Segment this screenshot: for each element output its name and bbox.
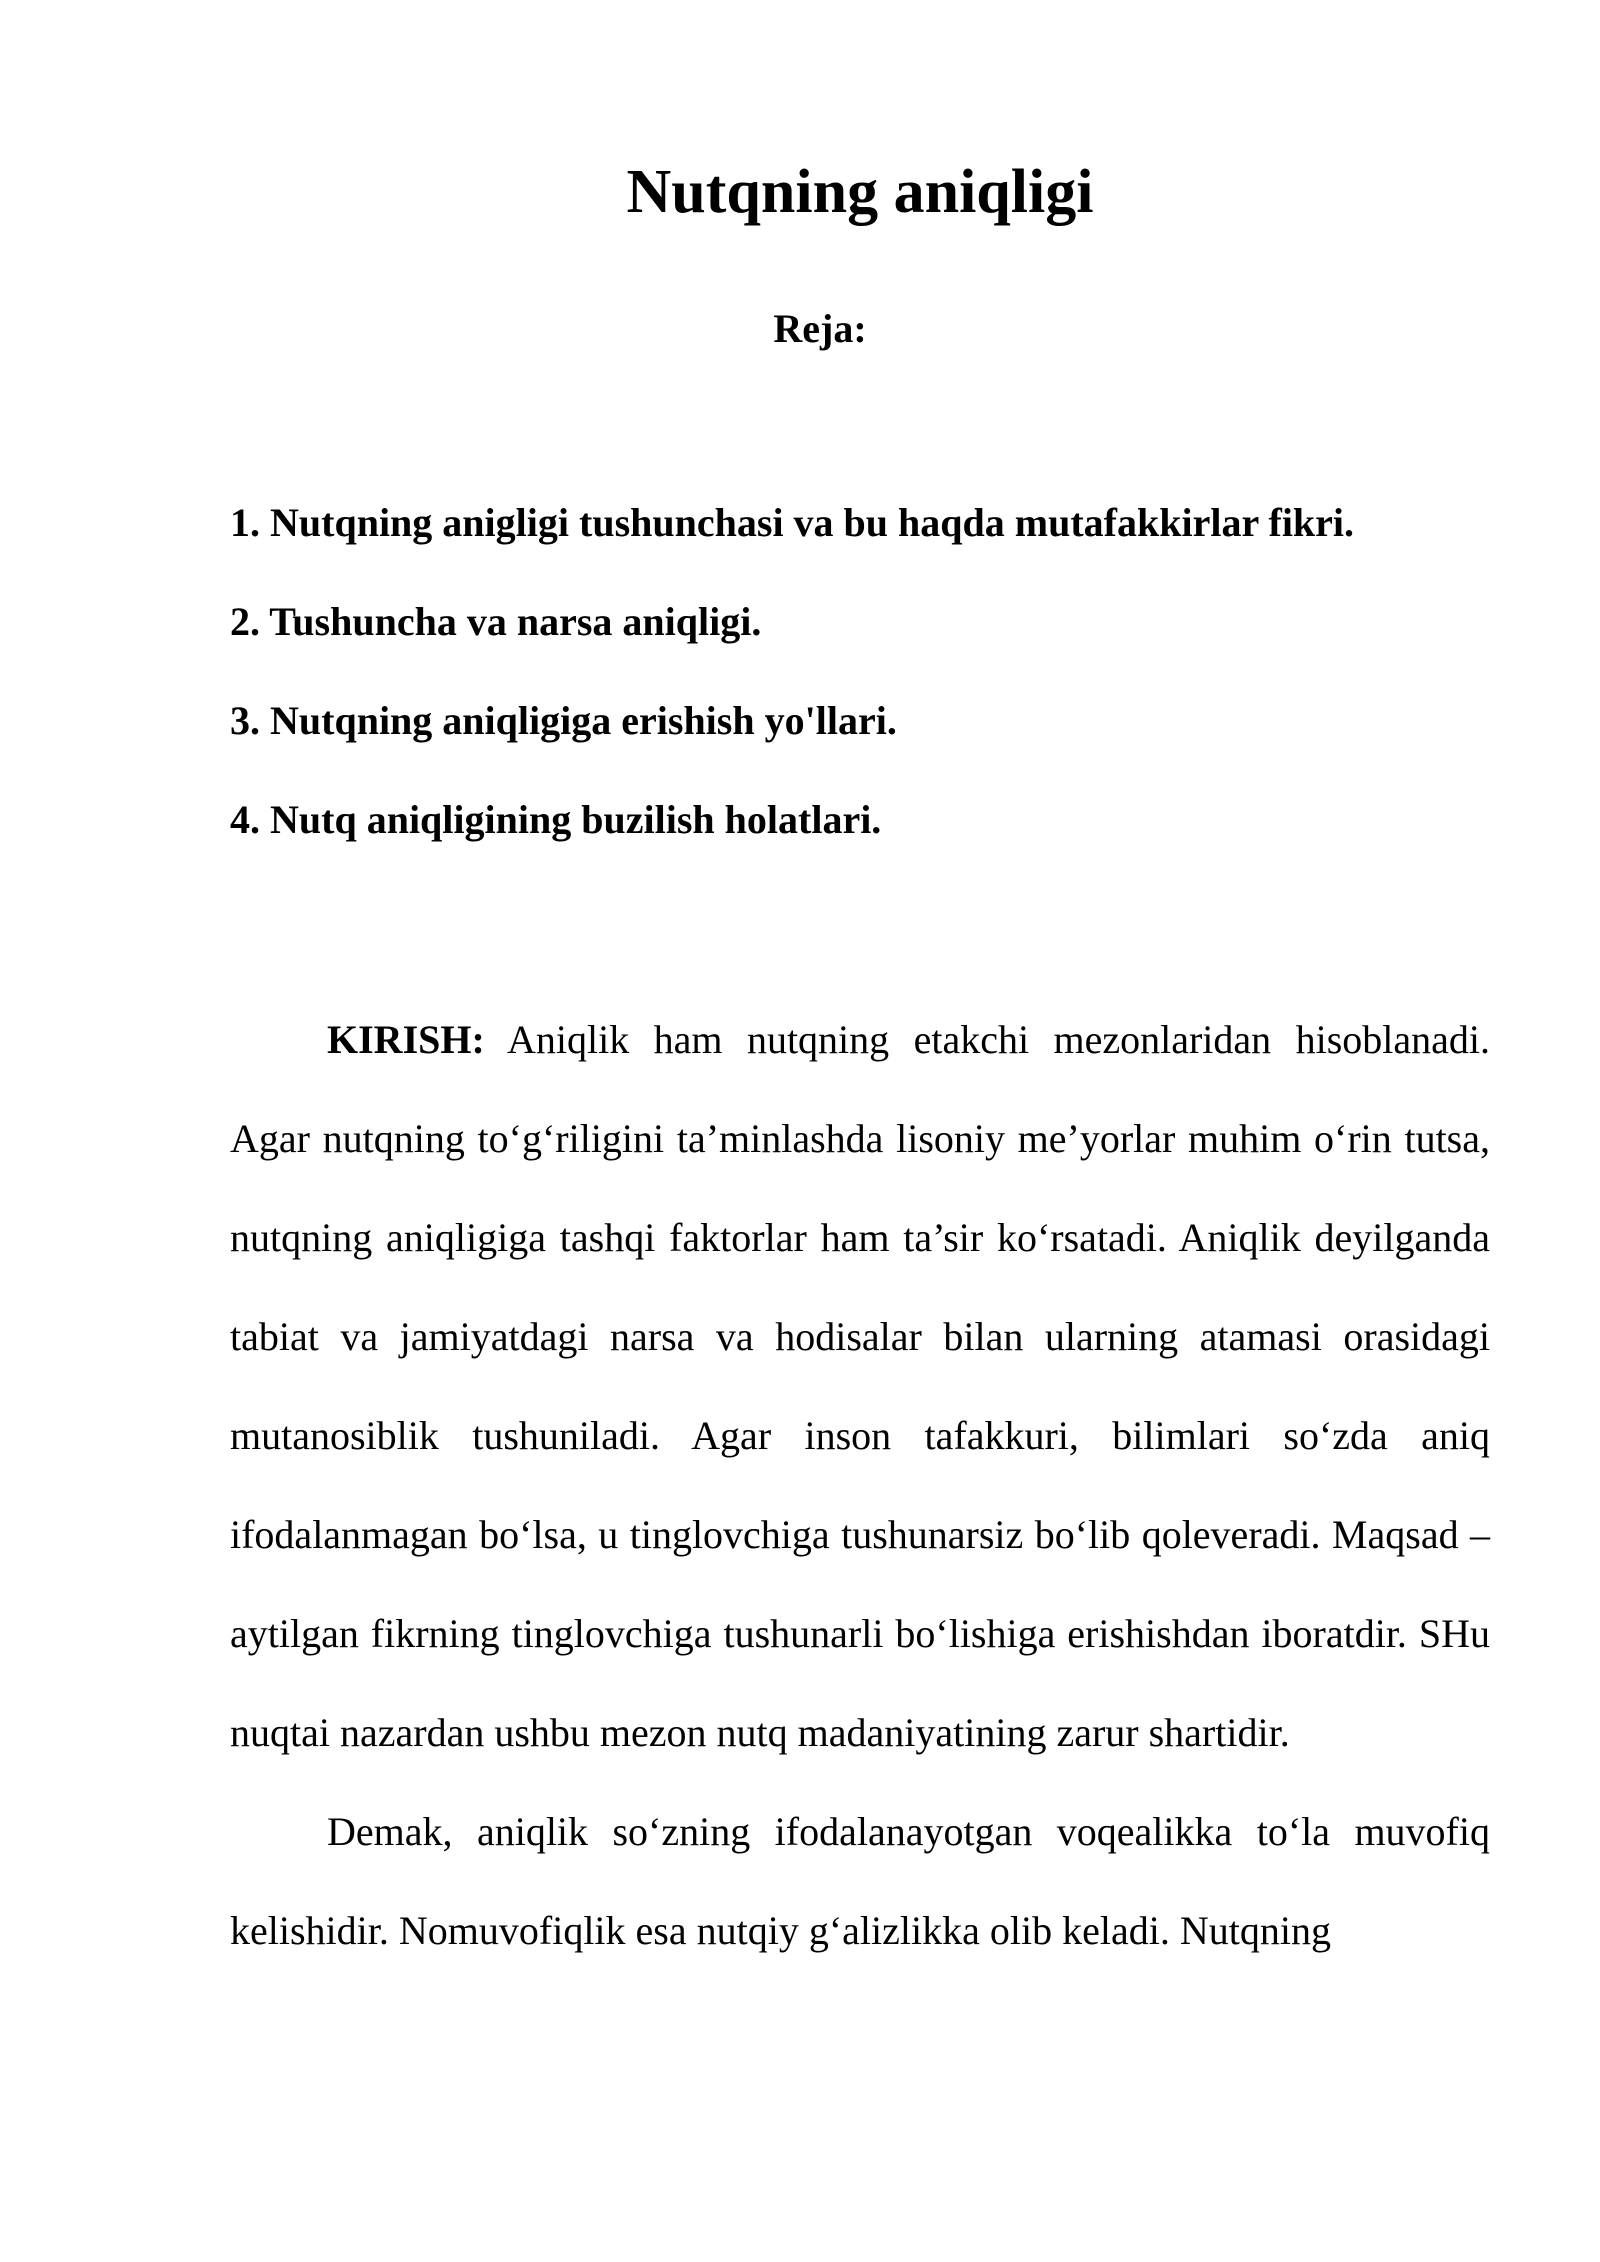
document-title: Nutqning aniqligi: [626, 158, 1094, 226]
intro-label: KIRISH:: [327, 1017, 485, 1062]
intro-text: Aniqlik ham nutqning etakchi mezonlaridan hisoblanadi. Agar nutqning to‘g‘riligini ta’minlashda lisoniy me’yorlar muhim o‘rin tutsa, nutqning aniqligiga tashqi faktorlar ham ta’sir ko‘rsatadi. Aniqlik deyilganda tabiat va jamiyatdagi narsa va hodisalar bilan ularning atamasi orasidagi mutanosiblik tushuniladi. Agar inson tafakkuri, bilimlari so‘zda aniq ifodalanmagan bo‘lsa, u tinglovchiga tushunarsiz bo‘lib qoleveradi. Maqsad – aytilgan fikrning tinglovchiga tushunarli bo‘lishiga erishishdan iboratdir. SHu nuqtai nazardan ushbu mezon nutq madaniyatining zarur shartidir.: [230, 1017, 1490, 1755]
paragraph-2: Demak, aniqlik so‘zning ifodalanayotgan voqealikka to‘la muvofiq kelishidir. Nomuvofiqlik esa nutqiy g‘alizlikka olib keladi. Nutqning: [230, 1809, 1490, 1953]
plan-item-3: 3. Nutqning aniqligiga erishish yo'llari.: [230, 698, 897, 743]
intro-paragraph: [230, 990, 1490, 1782]
plan-list: [230, 496, 1530, 892]
body-text: [230, 990, 1490, 1980]
plan-item-1: 1. Nutqning anigligi tushunchasi va bu haqda mutafakkirlar fikri.: [230, 500, 1355, 545]
plan-heading: Reja:: [773, 306, 867, 351]
plan-item-4: 4. Nutq aniqligining buzilish holatlari.: [230, 797, 882, 842]
plan-item-2: 2. Tushuncha va narsa aniqligi.: [230, 599, 762, 644]
